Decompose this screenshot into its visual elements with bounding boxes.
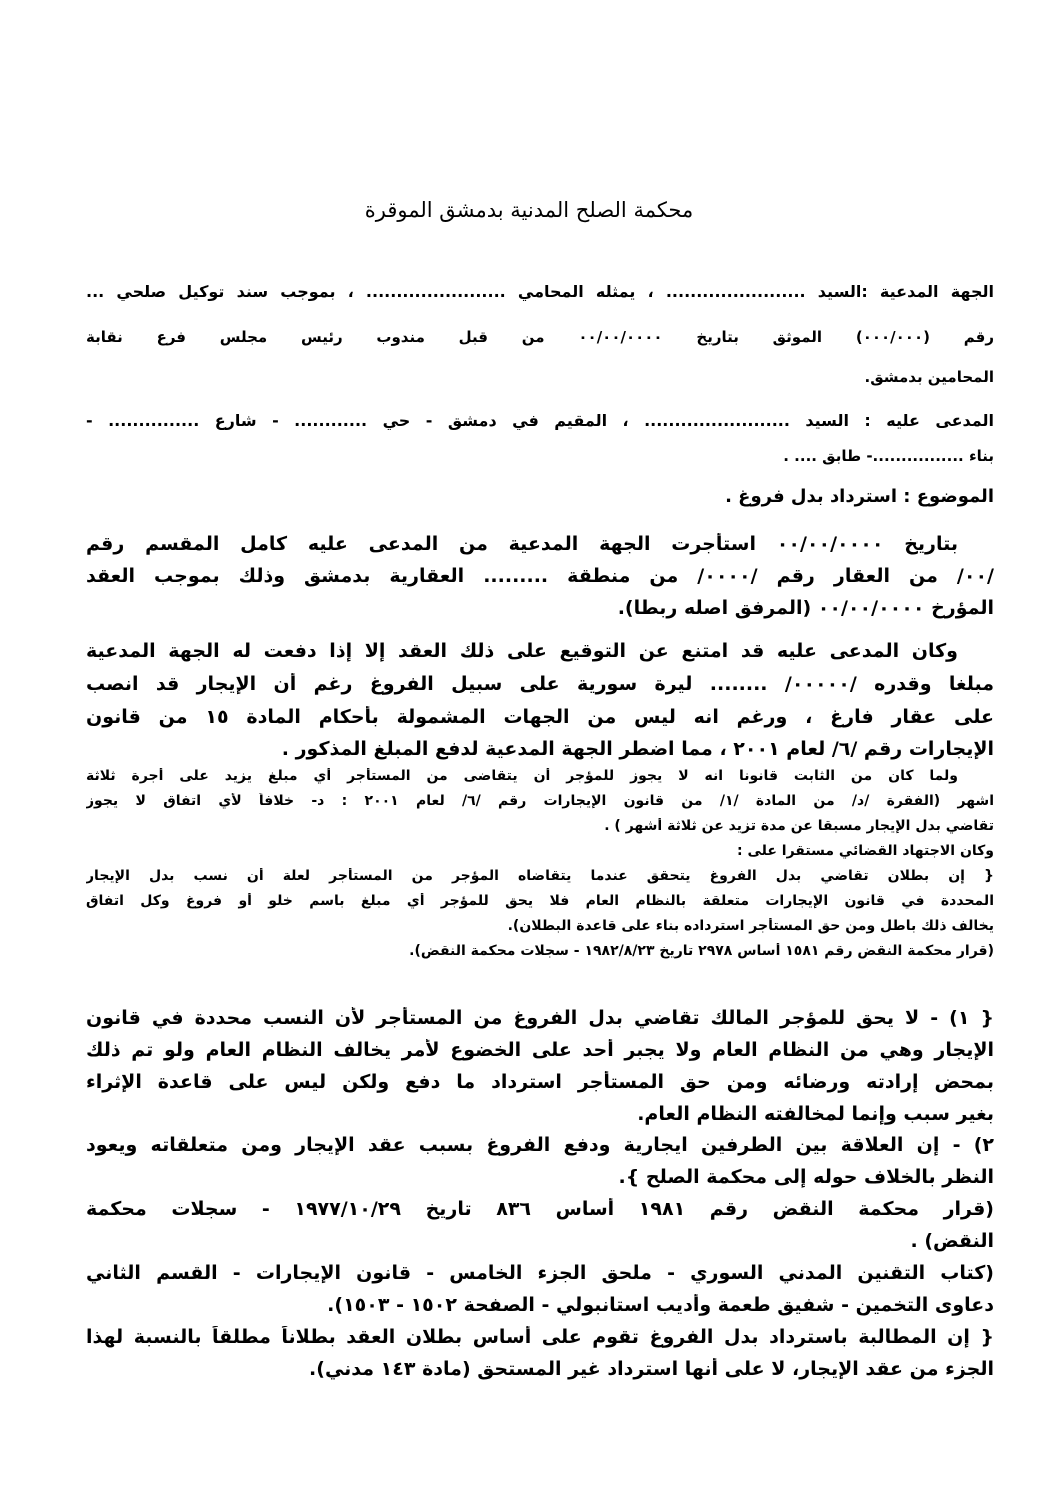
body-line: النظر بالخلاف حوله إلى محكمة الصلح }. (618, 1166, 994, 1188)
defendant-line: بناء ................- طابق .... . (783, 447, 994, 465)
body-line: بمحض إرادته ورضائه ومن حق المستأجر استرداد ما دفع ولكن ليس على قاعدة الإثراء (86, 1071, 994, 1093)
body-line: اشهر (الفقرة /د/ من المادة /١/ من قانون الإيجارات رقم /٦/ لعام ٢٠٠١ : د- خلافاً لأي اتفاق لا يجوز (86, 793, 994, 809)
body-line: ولما كان من الثابت قانونا انه لا يجوز للمؤجر أن يتقاضى من المستأجر أي مبلغ يزيد على أجرة ثلاثة (86, 768, 958, 784)
plaintiff-line: الجهة المدعية :السيد ....................... ، يمثله المحامي ....................... ، بموجب سند توكيل صلحي ... (86, 282, 994, 301)
body-line: بغير سبب وإنما لمخالفته النظام العام. (637, 1103, 994, 1125)
body-line: المحددة في قانون الإيجارات متعلقة بالنظام العام فلا يحق للمؤجر أي مبلغ باسم خلو أو فروغ وكل اتفاق (86, 893, 994, 909)
body-line: مبلغا وقدره /٠٠٠٠٠/ ........ ليرة سورية على سبيل الفروغ رغم أن الإيجار قد انصب (86, 673, 994, 695)
body-line: وكان الاجتهاد القضائي مستقرا على : (737, 843, 994, 859)
body-line: { إن المطالبة باسترداد بدل الفروغ تقوم على أساس بطلان العقد بطلاناً مطلقاً بالنسبة لهذا (86, 1326, 994, 1348)
body-line: ٢) - إن العلاقة بين الطرفين ايجارية ودفع الفروغ بسبب عقد الإيجار ومن متعلقاته ويعود (86, 1134, 994, 1156)
body-line: الإيجار وهي من النظام العام ولا يجبر أحد على الخضوع لأمر يخالف النظام العام ولو تم ذلك (86, 1039, 994, 1061)
body-line: الجزء من عقد الإيجار، لا على أنها استرداد غير المستحق (مادة ١٤٣ مدني). (309, 1358, 994, 1380)
body-line: المؤرخ ٠٠/٠٠/٠٠٠٠ (المرفق اصله ربطا). (617, 597, 994, 619)
body-line: { ١) - لا يحق للمؤجر المالك تقاضي بدل الفروغ من المستأجر لأن النسب محددة في قانون (86, 1007, 994, 1029)
body-line: /٠٠/ من العقار رقم /٠٠٠٠/ من منطقة ......... العقارية بدمشق وذلك بموجب العقد (86, 565, 994, 587)
plaintiff-line: المحامين بدمشق. (864, 368, 994, 386)
page-title: محكمة الصلح المدنية بدمشق الموقرة (364, 198, 694, 222)
body-line: على عقار فارغ ، ورغم انه ليس من الجهات المشمولة بأحكام المادة ١٥ من قانون (86, 706, 994, 728)
body-line: النقض) . (910, 1230, 994, 1252)
body-line: الإيجارات رقم /٦/ لعام ٢٠٠١ ، مما اضطر الجهة المدعية لدفع المبلغ المذكور . (281, 738, 994, 760)
defendant-line: المدعى عليه : السيد ........................ ، المقيم في دمشق - حي ............ - شارع ............... - (86, 411, 994, 430)
body-line: تقاضي بدل الإيجار مسبقا عن مدة تزيد عن ثلاثة أشهر ) . (604, 818, 994, 834)
body-line: دعاوى التخمين - شفيق طعمة وأديب استانبولي - الصفحة ١٥٠٢ - ١٥٠٣). (327, 1294, 994, 1316)
plaintiff-line: رقم (٠٠٠/٠٠٠) الموثق بتاريخ ٠٠/٠٠/٠٠٠٠ من قبل مندوب رئيس مجلس فرع نقابة (86, 328, 994, 346)
body-line: (قرار محكمة النقض رقم ١٩٨١ أساس ٨٣٦ تاريخ ١٩٧٧/١٠/٢٩ - سجلات محكمة (86, 1198, 994, 1220)
subject-line: الموضوع : استرداد بدل فروغ . (725, 486, 994, 507)
body-line: وكان المدعى عليه قد امتنع عن التوقيع على ذلك العقد إلا إذا دفعت له الجهة المدعية (86, 640, 958, 662)
body-line: بتاريخ ٠٠/٠٠/٠٠٠٠ استأجرت الجهة المدعية من المدعى عليه كامل المقسم رقم (86, 533, 958, 555)
body-line: { إن بطلان تقاضي بدل الفروغ يتحقق عندما يتقاضاه المؤجر من المستأجر لعلة أن نسب بدل الإيجار (86, 868, 994, 884)
body-line: يخالف ذلك باطل ومن حق المستأجر استرداده بناء على قاعدة البطلان). (507, 918, 994, 934)
body-line: (كتاب التقنين المدني السوري - ملحق الجزء الخامس - قانون الإيجارات - القسم الثاني (86, 1262, 994, 1284)
body-line: (قرار محكمة النقض رقم ١٥٨١ أساس ٢٩٧٨ تاريخ ١٩٨٢/٨/٢٣ - سجلات محكمة النقض). (409, 943, 994, 959)
